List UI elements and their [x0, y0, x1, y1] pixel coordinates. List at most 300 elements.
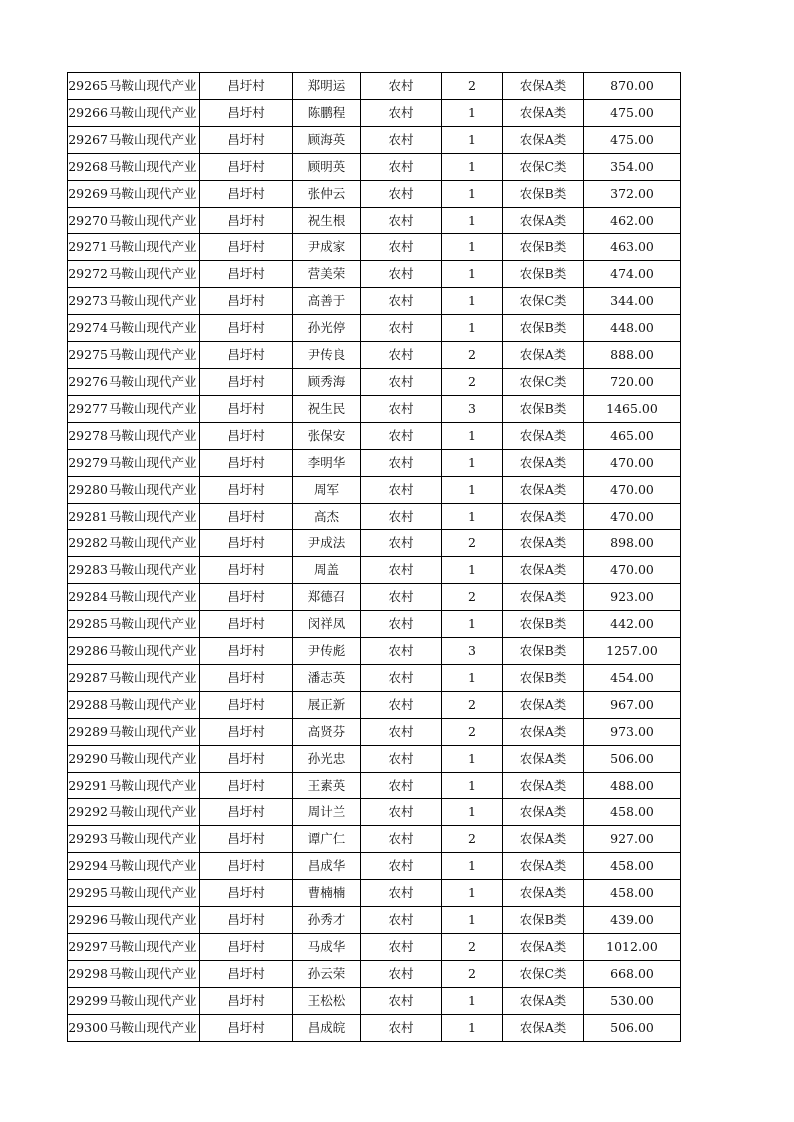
cell-household-count: 2 — [442, 368, 503, 395]
cell-village: 昌圩村 — [200, 772, 293, 799]
cell-village: 昌圩村 — [200, 907, 293, 934]
cell-person-name: 王素英 — [293, 772, 361, 799]
cell-village: 昌圩村 — [200, 584, 293, 611]
cell-village: 昌圩村 — [200, 395, 293, 422]
cell-insurance-type: 农保B类 — [503, 907, 584, 934]
cell-village: 昌圩村 — [200, 664, 293, 691]
cell-person-name: 孙光停 — [293, 315, 361, 342]
cell-village: 昌圩村 — [200, 691, 293, 718]
table-row — [68, 745, 681, 772]
cell-area-type: 农村 — [361, 180, 442, 207]
cell-area-type: 农村 — [361, 907, 442, 934]
cell-area-type: 农村 — [361, 826, 442, 853]
cell-amount: 470.00 — [584, 503, 681, 530]
cell-area-type: 农村 — [361, 799, 442, 826]
cell-village: 昌圩村 — [200, 745, 293, 772]
cell-insurance-type: 农保A类 — [503, 422, 584, 449]
cell-record-id: 29271 — [68, 234, 110, 261]
table-row — [68, 907, 681, 934]
cell-town: 马鞍山现代产业 — [109, 530, 200, 557]
cell-amount: 898.00 — [584, 530, 681, 557]
cell-person-name: 尹成法 — [293, 530, 361, 557]
cell-amount: 973.00 — [584, 718, 681, 745]
cell-record-id: 29298 — [68, 960, 110, 987]
cell-amount: 923.00 — [584, 584, 681, 611]
cell-amount: 668.00 — [584, 960, 681, 987]
cell-town: 马鞍山现代产业 — [109, 584, 200, 611]
table-row — [68, 584, 681, 611]
cell-household-count: 2 — [442, 584, 503, 611]
cell-village: 昌圩村 — [200, 826, 293, 853]
cell-village: 昌圩村 — [200, 449, 293, 476]
cell-record-id: 29276 — [68, 368, 110, 395]
cell-household-count: 1 — [442, 180, 503, 207]
cell-area-type: 农村 — [361, 584, 442, 611]
cell-record-id: 29280 — [68, 476, 110, 503]
cell-household-count: 3 — [442, 395, 503, 422]
cell-record-id: 29287 — [68, 664, 110, 691]
cell-amount: 458.00 — [584, 853, 681, 880]
cell-area-type: 农村 — [361, 288, 442, 315]
cell-village: 昌圩村 — [200, 611, 293, 638]
cell-amount: 463.00 — [584, 234, 681, 261]
table-row — [68, 153, 681, 180]
cell-record-id: 29291 — [68, 772, 110, 799]
cell-town: 马鞍山现代产业 — [109, 368, 200, 395]
cell-insurance-type: 农保A类 — [503, 745, 584, 772]
cell-village: 昌圩村 — [200, 638, 293, 665]
cell-record-id: 29272 — [68, 261, 110, 288]
cell-area-type: 农村 — [361, 611, 442, 638]
cell-amount: 870.00 — [584, 73, 681, 100]
cell-village: 昌圩村 — [200, 180, 293, 207]
table-row — [68, 853, 681, 880]
cell-village: 昌圩村 — [200, 503, 293, 530]
cell-area-type: 农村 — [361, 880, 442, 907]
cell-area-type: 农村 — [361, 960, 442, 987]
cell-village: 昌圩村 — [200, 476, 293, 503]
cell-person-name: 尹传良 — [293, 342, 361, 369]
table-row — [68, 799, 681, 826]
cell-person-name: 高杰 — [293, 503, 361, 530]
cell-area-type: 农村 — [361, 153, 442, 180]
table-row — [68, 315, 681, 342]
cell-insurance-type: 农保C类 — [503, 288, 584, 315]
cell-town: 马鞍山现代产业 — [109, 826, 200, 853]
cell-insurance-type: 农保B类 — [503, 261, 584, 288]
cell-town: 马鞍山现代产业 — [109, 99, 200, 126]
cell-household-count: 1 — [442, 422, 503, 449]
cell-household-count: 2 — [442, 826, 503, 853]
cell-insurance-type: 农保A类 — [503, 934, 584, 961]
cell-amount: 458.00 — [584, 880, 681, 907]
cell-record-id: 29300 — [68, 1014, 110, 1041]
table-row — [68, 180, 681, 207]
cell-person-name: 顾秀海 — [293, 368, 361, 395]
cell-town: 马鞍山现代产业 — [109, 73, 200, 100]
table-row — [68, 207, 681, 234]
cell-village: 昌圩村 — [200, 557, 293, 584]
cell-village: 昌圩村 — [200, 368, 293, 395]
cell-record-id: 29281 — [68, 503, 110, 530]
cell-person-name: 祝生根 — [293, 207, 361, 234]
cell-household-count: 1 — [442, 476, 503, 503]
cell-area-type: 农村 — [361, 638, 442, 665]
cell-area-type: 农村 — [361, 126, 442, 153]
cell-town: 马鞍山现代产业 — [109, 153, 200, 180]
cell-village: 昌圩村 — [200, 342, 293, 369]
cell-village: 昌圩村 — [200, 288, 293, 315]
cell-person-name: 尹成家 — [293, 234, 361, 261]
cell-person-name: 高善于 — [293, 288, 361, 315]
cell-town: 马鞍山现代产业 — [109, 853, 200, 880]
cell-record-id: 29270 — [68, 207, 110, 234]
cell-amount: 454.00 — [584, 664, 681, 691]
cell-record-id: 29267 — [68, 126, 110, 153]
cell-record-id: 29286 — [68, 638, 110, 665]
cell-town: 马鞍山现代产业 — [109, 288, 200, 315]
cell-household-count: 1 — [442, 557, 503, 584]
cell-town: 马鞍山现代产业 — [109, 772, 200, 799]
cell-insurance-type: 农保A类 — [503, 126, 584, 153]
cell-area-type: 农村 — [361, 99, 442, 126]
cell-household-count: 2 — [442, 960, 503, 987]
cell-village: 昌圩村 — [200, 987, 293, 1014]
cell-area-type: 农村 — [361, 664, 442, 691]
cell-household-count: 2 — [442, 342, 503, 369]
cell-town: 马鞍山现代产业 — [109, 960, 200, 987]
cell-household-count: 1 — [442, 745, 503, 772]
table-row — [68, 395, 681, 422]
cell-insurance-type: 农保C类 — [503, 368, 584, 395]
cell-area-type: 农村 — [361, 503, 442, 530]
cell-village: 昌圩村 — [200, 99, 293, 126]
cell-area-type: 农村 — [361, 476, 442, 503]
cell-insurance-type: 农保A类 — [503, 853, 584, 880]
cell-record-id: 29292 — [68, 799, 110, 826]
cell-household-count: 1 — [442, 449, 503, 476]
cell-town: 马鞍山现代产业 — [109, 557, 200, 584]
table-row — [68, 826, 681, 853]
cell-record-id: 29296 — [68, 907, 110, 934]
cell-area-type: 农村 — [361, 449, 442, 476]
cell-person-name: 郑明运 — [293, 73, 361, 100]
cell-town: 马鞍山现代产业 — [109, 1014, 200, 1041]
cell-amount: 1012.00 — [584, 934, 681, 961]
cell-household-count: 1 — [442, 664, 503, 691]
cell-town: 马鞍山现代产业 — [109, 934, 200, 961]
cell-amount: 470.00 — [584, 557, 681, 584]
cell-household-count: 1 — [442, 207, 503, 234]
cell-insurance-type: 农保A类 — [503, 557, 584, 584]
cell-person-name: 郑德召 — [293, 584, 361, 611]
cell-person-name: 陈鹏程 — [293, 99, 361, 126]
cell-amount: 448.00 — [584, 315, 681, 342]
cell-person-name: 周军 — [293, 476, 361, 503]
cell-village: 昌圩村 — [200, 234, 293, 261]
cell-person-name: 孙光忠 — [293, 745, 361, 772]
cell-record-id: 29284 — [68, 584, 110, 611]
cell-area-type: 农村 — [361, 718, 442, 745]
cell-insurance-type: 农保B类 — [503, 234, 584, 261]
cell-town: 马鞍山现代产业 — [109, 342, 200, 369]
table-row — [68, 449, 681, 476]
cell-insurance-type: 农保A类 — [503, 342, 584, 369]
cell-village: 昌圩村 — [200, 853, 293, 880]
cell-household-count: 2 — [442, 73, 503, 100]
cell-village: 昌圩村 — [200, 530, 293, 557]
table-row — [68, 664, 681, 691]
cell-record-id: 29289 — [68, 718, 110, 745]
table-row — [68, 288, 681, 315]
cell-amount: 488.00 — [584, 772, 681, 799]
cell-household-count: 2 — [442, 718, 503, 745]
cell-person-name: 孙秀才 — [293, 907, 361, 934]
cell-village: 昌圩村 — [200, 880, 293, 907]
cell-amount: 506.00 — [584, 745, 681, 772]
cell-village: 昌圩村 — [200, 207, 293, 234]
cell-village: 昌圩村 — [200, 126, 293, 153]
cell-town: 马鞍山现代产业 — [109, 315, 200, 342]
cell-amount: 354.00 — [584, 153, 681, 180]
cell-insurance-type: 农保C类 — [503, 960, 584, 987]
cell-insurance-type: 农保A类 — [503, 530, 584, 557]
cell-area-type: 农村 — [361, 342, 442, 369]
cell-record-id: 29294 — [68, 853, 110, 880]
table-row — [68, 234, 681, 261]
cell-area-type: 农村 — [361, 73, 442, 100]
table-row — [68, 772, 681, 799]
cell-record-id: 29265 — [68, 73, 110, 100]
cell-village: 昌圩村 — [200, 422, 293, 449]
cell-insurance-type: 农保A类 — [503, 207, 584, 234]
table-row — [68, 611, 681, 638]
cell-amount: 475.00 — [584, 99, 681, 126]
cell-person-name: 营美荣 — [293, 261, 361, 288]
table-row — [68, 638, 681, 665]
table-row — [68, 934, 681, 961]
cell-village: 昌圩村 — [200, 1014, 293, 1041]
cell-record-id: 29268 — [68, 153, 110, 180]
cell-person-name: 王松松 — [293, 987, 361, 1014]
cell-area-type: 农村 — [361, 422, 442, 449]
cell-insurance-type: 农保A类 — [503, 503, 584, 530]
cell-record-id: 29288 — [68, 691, 110, 718]
cell-amount: 927.00 — [584, 826, 681, 853]
cell-amount: 442.00 — [584, 611, 681, 638]
cell-person-name: 高贤芬 — [293, 718, 361, 745]
data-table — [67, 72, 681, 1042]
cell-town: 马鞍山现代产业 — [109, 907, 200, 934]
cell-town: 马鞍山现代产业 — [109, 180, 200, 207]
cell-record-id: 29275 — [68, 342, 110, 369]
cell-person-name: 祝生民 — [293, 395, 361, 422]
cell-insurance-type: 农保B类 — [503, 611, 584, 638]
cell-town: 马鞍山现代产业 — [109, 611, 200, 638]
table-row — [68, 126, 681, 153]
table-row — [68, 987, 681, 1014]
cell-amount: 439.00 — [584, 907, 681, 934]
cell-person-name: 李明华 — [293, 449, 361, 476]
cell-person-name: 谭广仁 — [293, 826, 361, 853]
cell-record-id: 29273 — [68, 288, 110, 315]
cell-person-name: 孙云荣 — [293, 960, 361, 987]
cell-amount: 967.00 — [584, 691, 681, 718]
cell-amount: 462.00 — [584, 207, 681, 234]
cell-insurance-type: 农保A类 — [503, 987, 584, 1014]
cell-amount: 506.00 — [584, 1014, 681, 1041]
cell-person-name: 潘志英 — [293, 664, 361, 691]
cell-town: 马鞍山现代产业 — [109, 987, 200, 1014]
cell-record-id: 29295 — [68, 880, 110, 907]
cell-area-type: 农村 — [361, 745, 442, 772]
cell-insurance-type: 农保A类 — [503, 1014, 584, 1041]
cell-amount: 458.00 — [584, 799, 681, 826]
cell-household-count: 1 — [442, 315, 503, 342]
cell-insurance-type: 农保B类 — [503, 315, 584, 342]
cell-insurance-type: 农保B类 — [503, 395, 584, 422]
cell-area-type: 农村 — [361, 987, 442, 1014]
table-row — [68, 960, 681, 987]
cell-record-id: 29266 — [68, 99, 110, 126]
cell-person-name: 尹传彪 — [293, 638, 361, 665]
cell-insurance-type: 农保A类 — [503, 718, 584, 745]
cell-household-count: 1 — [442, 1014, 503, 1041]
cell-town: 马鞍山现代产业 — [109, 503, 200, 530]
cell-amount: 465.00 — [584, 422, 681, 449]
cell-town: 马鞍山现代产业 — [109, 126, 200, 153]
cell-person-name: 张保安 — [293, 422, 361, 449]
cell-insurance-type: 农保A类 — [503, 826, 584, 853]
cell-record-id: 29290 — [68, 745, 110, 772]
table-row — [68, 261, 681, 288]
cell-household-count: 1 — [442, 772, 503, 799]
cell-area-type: 农村 — [361, 530, 442, 557]
cell-insurance-type: 农保B类 — [503, 664, 584, 691]
cell-amount: 470.00 — [584, 449, 681, 476]
cell-record-id: 29279 — [68, 449, 110, 476]
cell-household-count: 1 — [442, 987, 503, 1014]
cell-town: 马鞍山现代产业 — [109, 234, 200, 261]
cell-household-count: 1 — [442, 853, 503, 880]
cell-area-type: 农村 — [361, 691, 442, 718]
cell-household-count: 2 — [442, 530, 503, 557]
cell-household-count: 1 — [442, 234, 503, 261]
table-row — [68, 476, 681, 503]
cell-record-id: 29299 — [68, 987, 110, 1014]
table-row — [68, 1014, 681, 1041]
cell-area-type: 农村 — [361, 261, 442, 288]
cell-household-count: 1 — [442, 503, 503, 530]
cell-person-name: 周盖 — [293, 557, 361, 584]
table-row — [68, 99, 681, 126]
cell-person-name: 周计兰 — [293, 799, 361, 826]
cell-amount: 888.00 — [584, 342, 681, 369]
cell-insurance-type: 农保A类 — [503, 772, 584, 799]
cell-town: 马鞍山现代产业 — [109, 718, 200, 745]
cell-record-id: 29293 — [68, 826, 110, 853]
cell-insurance-type: 农保A类 — [503, 584, 584, 611]
cell-area-type: 农村 — [361, 234, 442, 261]
cell-record-id: 29297 — [68, 934, 110, 961]
cell-area-type: 农村 — [361, 772, 442, 799]
cell-person-name: 张仲云 — [293, 180, 361, 207]
cell-person-name: 曹楠楠 — [293, 880, 361, 907]
cell-person-name: 顾海英 — [293, 126, 361, 153]
cell-amount: 474.00 — [584, 261, 681, 288]
cell-insurance-type: 农保A类 — [503, 799, 584, 826]
cell-person-name: 马成华 — [293, 934, 361, 961]
cell-insurance-type: 农保A类 — [503, 880, 584, 907]
cell-village: 昌圩村 — [200, 960, 293, 987]
cell-record-id: 29285 — [68, 611, 110, 638]
cell-area-type: 农村 — [361, 207, 442, 234]
cell-record-id: 29274 — [68, 315, 110, 342]
cell-household-count: 1 — [442, 261, 503, 288]
table-row — [68, 342, 681, 369]
cell-amount: 372.00 — [584, 180, 681, 207]
cell-town: 马鞍山现代产业 — [109, 449, 200, 476]
cell-amount: 530.00 — [584, 987, 681, 1014]
cell-area-type: 农村 — [361, 934, 442, 961]
cell-area-type: 农村 — [361, 557, 442, 584]
table-row — [68, 422, 681, 449]
cell-town: 马鞍山现代产业 — [109, 745, 200, 772]
cell-area-type: 农村 — [361, 315, 442, 342]
cell-insurance-type: 农保A类 — [503, 99, 584, 126]
cell-person-name: 昌成皖 — [293, 1014, 361, 1041]
cell-amount: 1257.00 — [584, 638, 681, 665]
cell-town: 马鞍山现代产业 — [109, 799, 200, 826]
cell-person-name: 昌成华 — [293, 853, 361, 880]
table-row — [68, 530, 681, 557]
cell-household-count: 1 — [442, 799, 503, 826]
cell-household-count: 1 — [442, 99, 503, 126]
cell-person-name: 闵祥凤 — [293, 611, 361, 638]
cell-amount: 720.00 — [584, 368, 681, 395]
table-row — [68, 880, 681, 907]
cell-insurance-type: 农保C类 — [503, 153, 584, 180]
cell-household-count: 1 — [442, 153, 503, 180]
cell-record-id: 29283 — [68, 557, 110, 584]
cell-town: 马鞍山现代产业 — [109, 207, 200, 234]
cell-insurance-type: 农保A类 — [503, 691, 584, 718]
table-row — [68, 73, 681, 100]
cell-area-type: 农村 — [361, 1014, 442, 1041]
table-row — [68, 368, 681, 395]
table-row — [68, 691, 681, 718]
cell-village: 昌圩村 — [200, 718, 293, 745]
cell-area-type: 农村 — [361, 853, 442, 880]
cell-record-id: 29269 — [68, 180, 110, 207]
cell-area-type: 农村 — [361, 395, 442, 422]
cell-household-count: 2 — [442, 934, 503, 961]
cell-insurance-type: 农保B类 — [503, 638, 584, 665]
cell-person-name: 顾明英 — [293, 153, 361, 180]
cell-insurance-type: 农保B类 — [503, 180, 584, 207]
cell-household-count: 1 — [442, 611, 503, 638]
cell-insurance-type: 农保A类 — [503, 449, 584, 476]
cell-village: 昌圩村 — [200, 73, 293, 100]
table-row — [68, 503, 681, 530]
cell-town: 马鞍山现代产业 — [109, 691, 200, 718]
cell-household-count: 3 — [442, 638, 503, 665]
cell-village: 昌圩村 — [200, 261, 293, 288]
cell-area-type: 农村 — [361, 368, 442, 395]
table-body — [68, 73, 681, 1042]
cell-household-count: 1 — [442, 880, 503, 907]
cell-town: 马鞍山现代产业 — [109, 476, 200, 503]
